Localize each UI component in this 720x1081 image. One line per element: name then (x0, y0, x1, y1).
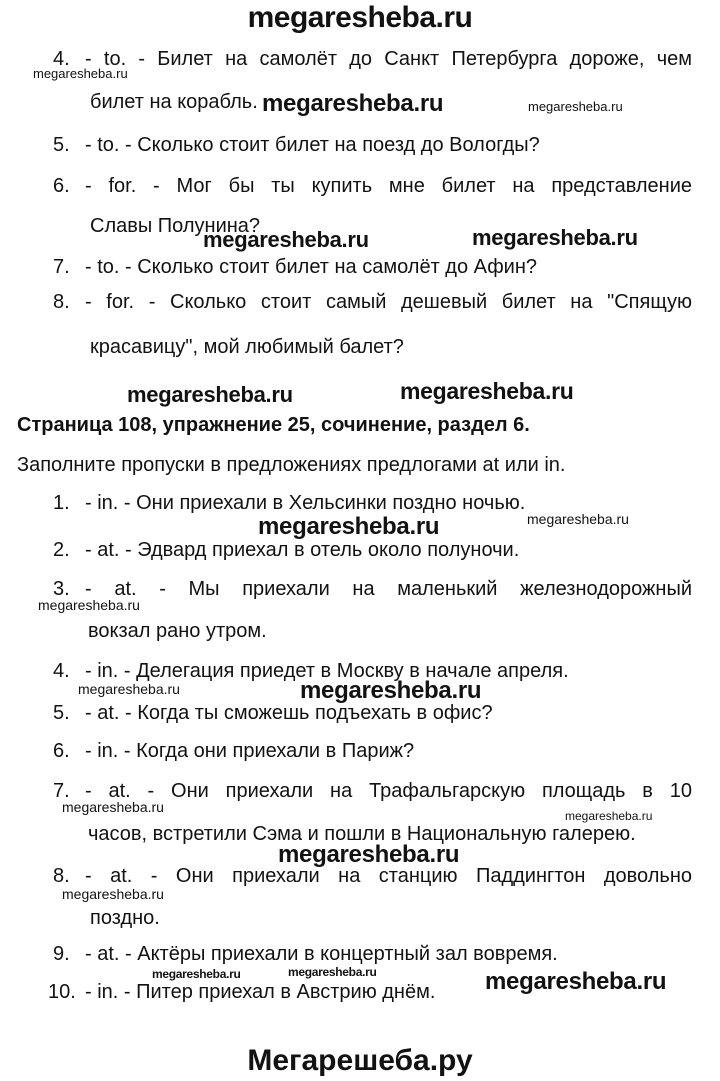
item-number: 4. (53, 48, 70, 70)
watermark: megaresheba.ru (152, 967, 241, 981)
item-number: 3. (53, 578, 70, 600)
exercise-item-line: - in. - Делегация приедет в Москву в начале апреля. (85, 660, 569, 682)
item-number: 4. (53, 660, 70, 682)
watermark: megaresheba.ru (33, 66, 128, 81)
item-number: 7. (53, 780, 70, 802)
watermark: megaresheba.ru (528, 99, 623, 114)
item-number: 5. (53, 134, 70, 156)
watermark: megaresheba.ru (127, 382, 293, 407)
exercise-item-line: красавицу", мой любимый балет? (90, 336, 404, 358)
watermark: megaresheba.ru (400, 378, 574, 404)
exercise-instruction: Заполните пропуски в предложениях предлогами at или in. (17, 454, 566, 476)
watermark: megaresheba.ru (262, 90, 444, 117)
exercise-item-line: - to. - Сколько стоит билет на поезд до Вологды? (85, 134, 540, 156)
exercise-item-line: - for. - Мог бы ты купить мне билет на представление (85, 175, 692, 197)
watermark: megaresheba.ru (565, 809, 653, 823)
exercise-item-line: - at. - Мы приехали на маленький железнодорожный (85, 578, 692, 600)
site-footer-title: Мегарешеба.ру (247, 1044, 473, 1077)
watermark: megaresheba.ru (62, 886, 164, 902)
item-number: 2. (53, 539, 70, 561)
watermark: megaresheba.ru (38, 597, 140, 613)
watermark: megaresheba.ru (203, 227, 369, 252)
item-number: 6. (53, 175, 70, 197)
section-heading: Страница 108, упражнение 25, сочинение, раздел 6. (17, 414, 530, 436)
exercise-item-line: - in. - Они приехали в Хельсинки поздно ночью. (85, 492, 526, 514)
exercise-item-line: - at. - Когда ты сможешь подъехать в офис? (85, 702, 493, 724)
watermark: megaresheba.ru (472, 225, 638, 250)
exercise-item-line: - at. - Актёры приехали в концертный зал вовремя. (85, 943, 558, 965)
watermark: megaresheba.ru (78, 681, 180, 697)
item-number: 10. (48, 981, 76, 1003)
item-number: 6. (53, 740, 70, 762)
item-number: 1. (53, 492, 70, 514)
item-number: 8. (53, 865, 70, 887)
exercise-item-line: - for. - Сколько стоит самый дешевый билет на "Спящую (85, 291, 692, 313)
exercise-item-line: - to. - Сколько стоит билет на самолёт до Афин? (85, 256, 537, 278)
exercise-item-line: - at. - Они приехали на Трафальгарскую площадь в 10 (85, 780, 692, 802)
exercise-item-line: - at. - Они приехали на станцию Паддингтон довольно (85, 865, 692, 887)
watermark: megaresheba.ru (278, 841, 460, 868)
exercise-item-line: поздно. (90, 907, 160, 929)
exercise-item-line: - at. - Эдвард приехал в отель около полуночи. (85, 539, 520, 561)
item-number: 8. (53, 291, 70, 313)
exercise-item-line: билет на корабль. (90, 91, 258, 113)
site-header-title: megaresheba.ru (247, 1, 473, 34)
watermark: megaresheba.ru (258, 513, 440, 540)
watermark: megaresheba.ru (300, 677, 482, 704)
item-number: 5. (53, 702, 70, 724)
exercise-item-line: - to. - Билет на самолёт до Санкт Петербурга дороже, чем (85, 48, 692, 70)
exercise-item-line: - in. - Когда они приехали в Париж? (85, 740, 415, 762)
item-number: 7. (53, 256, 70, 278)
watermark: megaresheba.ru (288, 965, 377, 979)
watermark: megaresheba.ru (485, 968, 667, 995)
exercise-item-line: часов, встретили Сэма и пошли в Национальную галерею. (88, 823, 636, 845)
watermark: megaresheba.ru (527, 511, 629, 527)
exercise-item-line: - in. - Питер приехал в Австрию днём. (85, 981, 436, 1003)
exercise-item-line: вокзал рано утром. (88, 620, 267, 642)
item-number: 9. (53, 943, 70, 965)
exercise-item-line: Славы Полунина? (90, 215, 261, 237)
watermark: megaresheba.ru (62, 799, 164, 815)
